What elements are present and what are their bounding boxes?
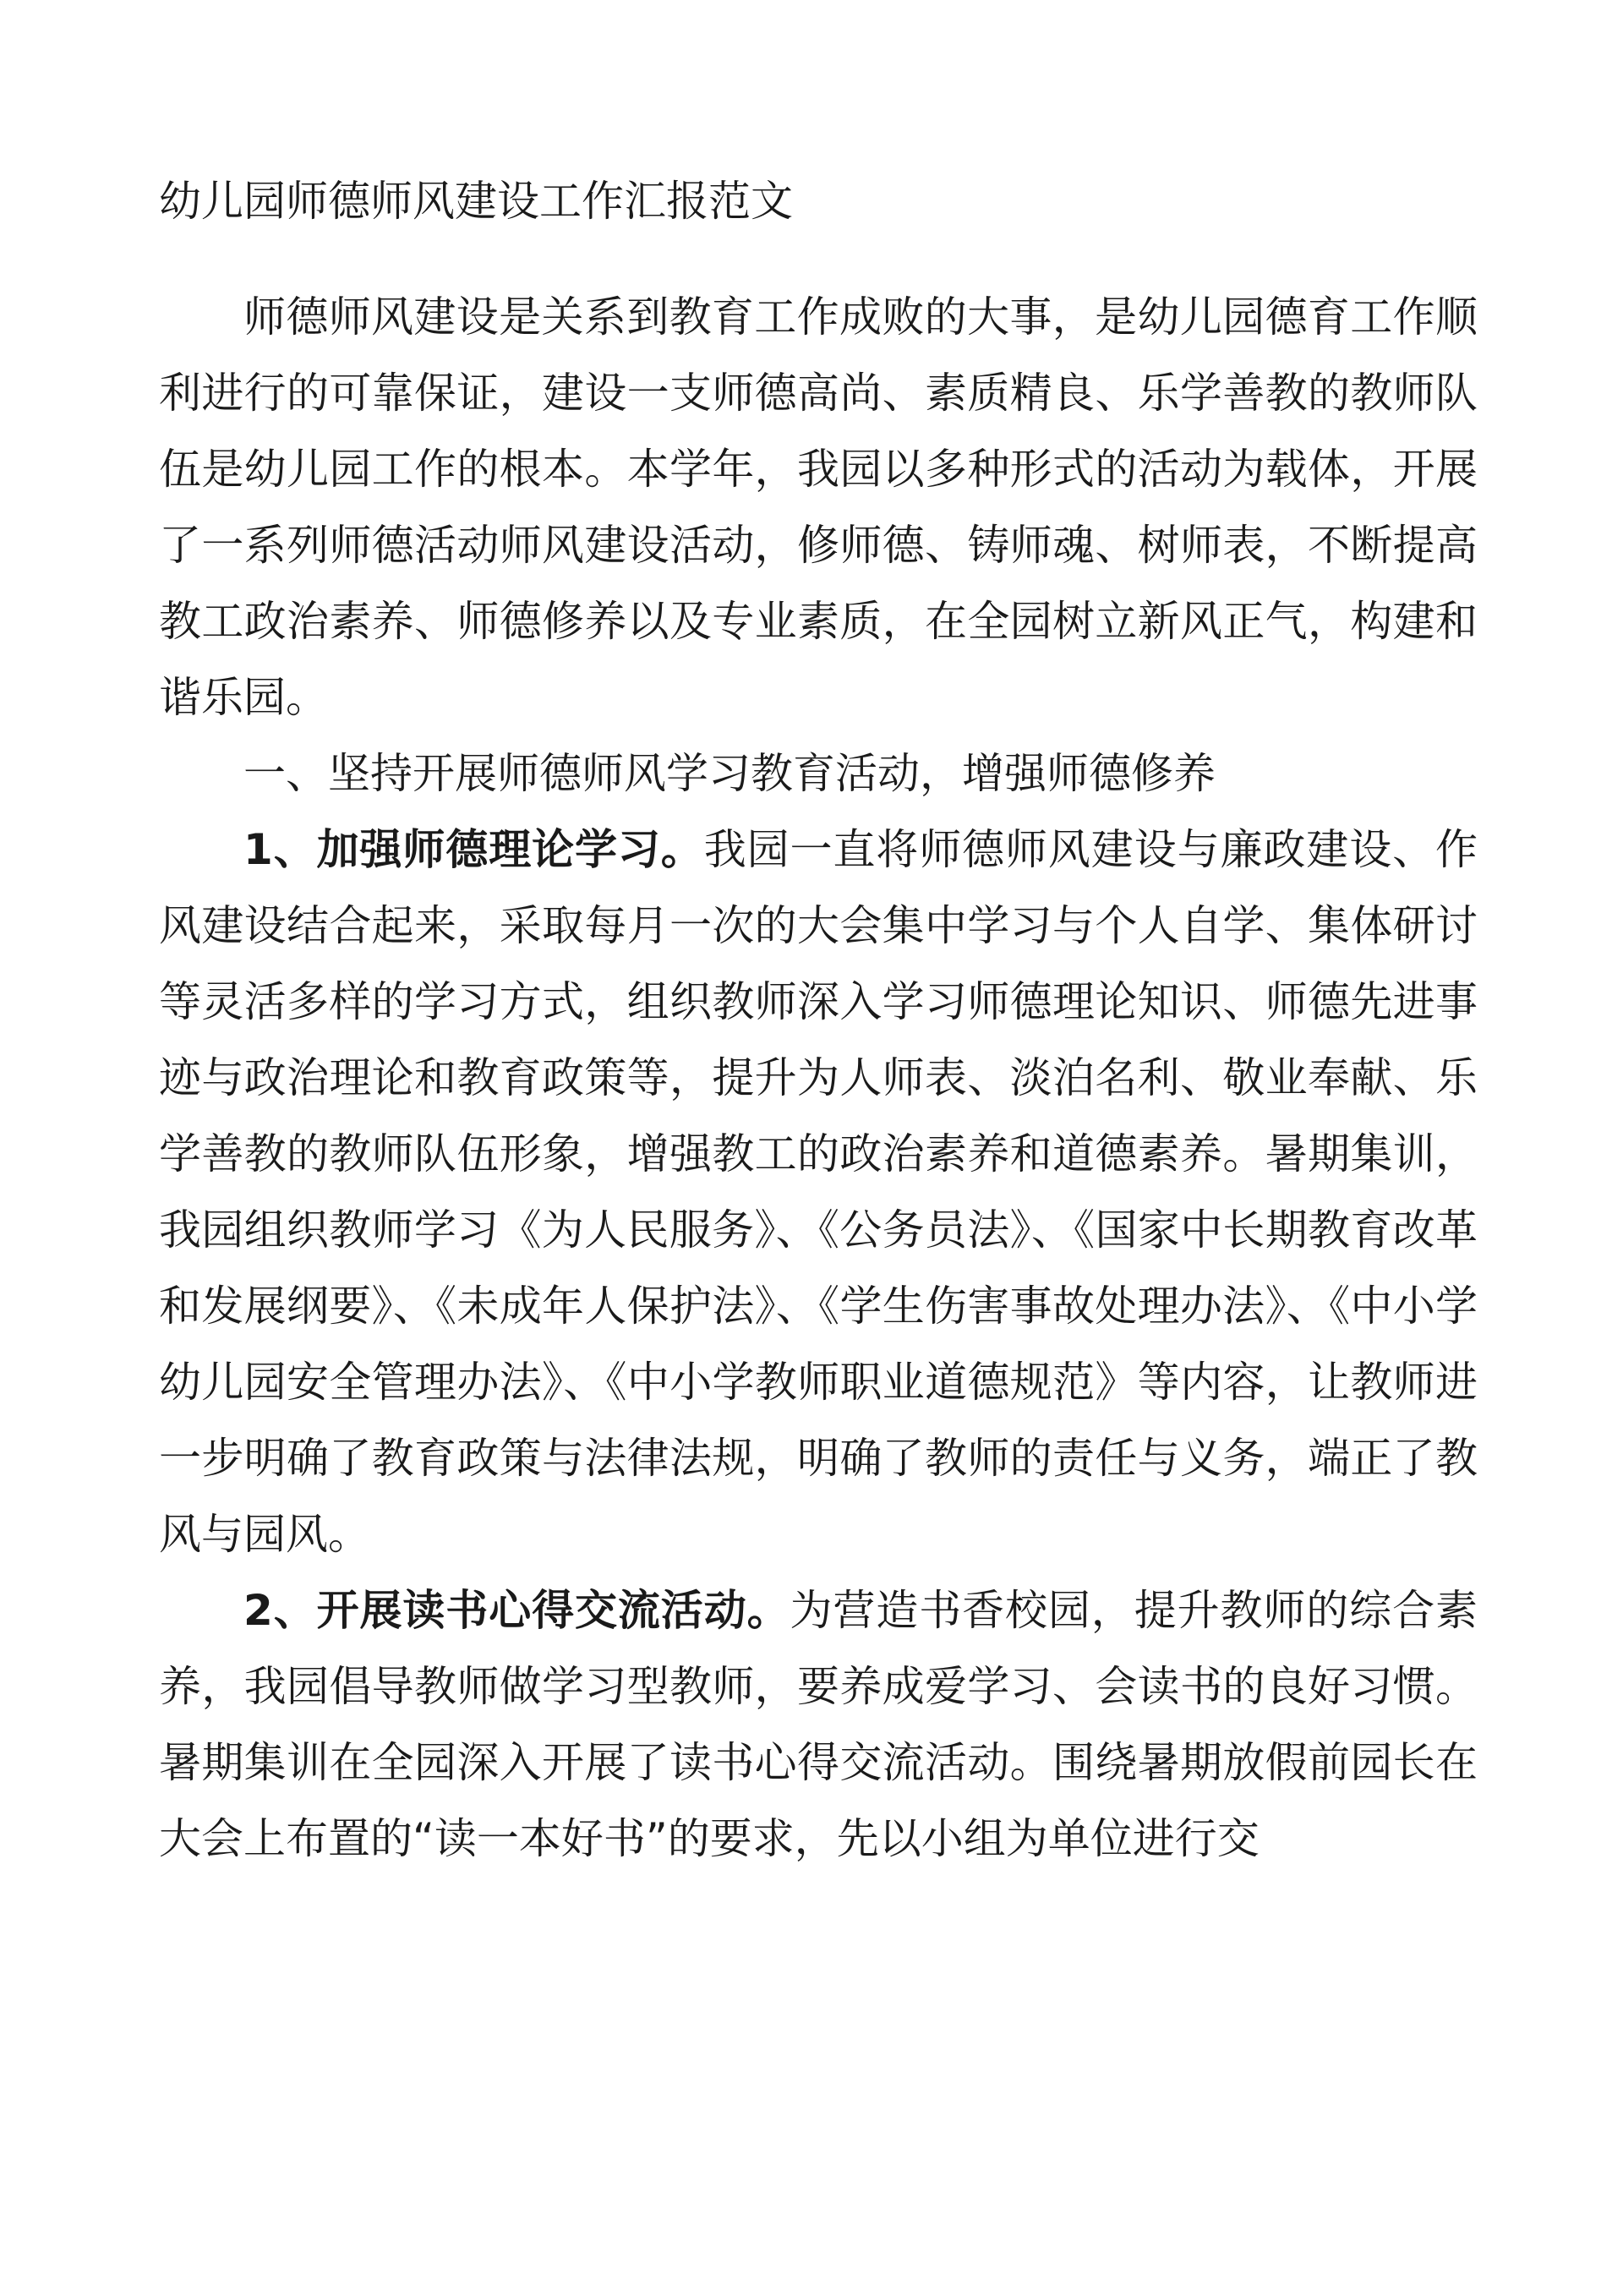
item-lead-2: 2、开展读书心得交流活动。 [243, 1586, 790, 1635]
item-lead-1: 1、加强师德理论学习。 [243, 825, 704, 874]
item-text-2: 为营造书香校园，提升教师的综合素养，我园倡导教师做学习型教师，要养成爱学习、会读书的良好习惯。暑期集训在全园深入开展了读书心得交流活动。围绕暑期放假前园长在大会上布置的“读一本好书”的要求，先以小组为单位进行交 [159, 1586, 1478, 1863]
section-heading: 一、坚持开展师德师风学习教育活动，增强师德修养 [243, 749, 1216, 798]
item-text-1: 我园一直将师德师风建设与廉政建设、作风建设结合起来，采取每月一次的大会集中学习与个人自学、集体研讨等灵活多样的学习方式，组织教师深入学习师德理论知识、师德先进事迹与政治理论和教育政策等，提升为人师表、淡泊名利、敬业奉献、乐学善教的教师队伍形象，增强教工的政治素养和道德素养。暑期集训，我园组织教师学习《为人民服务》、《公务员法》、《国家中长期教育改革和发展纲要》、《未成年人保护法》、《学生伤害事故处理办法》、《中小学幼儿园安全管理办法》、《中小学教师职业道德规范》等内容，让教师进一步明确了教育政策与法律法规，明确了教师的责任与义务，端正了教风与园风。 [159, 825, 1478, 1559]
item-paragraph-1 [159, 812, 1478, 1572]
intro-paragraph: 师德师风建设是关系到教育工作成败的大事，是幼儿园德育工作顺利进行的可靠保证，建设一支师德高尚、素质精良、乐学善教的教师队伍是幼儿园工作的根本。本学年，我园以多种形式的活动为载体，开展了一系列师德活动师风建设活动，修师德、铸师魂、树师表，不断提高教工政治素养、师德修养以及专业素质，在全园树立新风正气，构建和谐乐园。 [159, 292, 1478, 722]
document-title: 幼儿园师德师风建设工作汇报范文 [159, 177, 793, 226]
document-page [159, 174, 1478, 1877]
item-paragraph-2 [159, 1572, 1478, 1877]
